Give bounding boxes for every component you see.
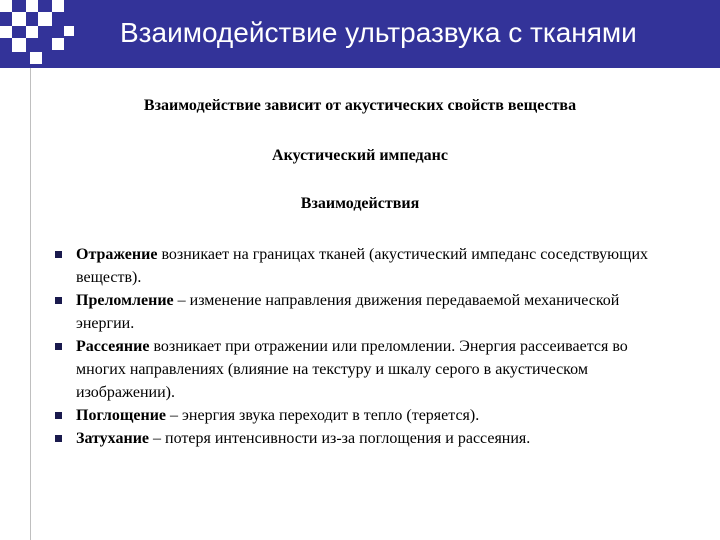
bullet-text: возникает при отражении или преломлении. Энергия рассеивается во многих направлениях (влияние на текстуру и шкалу серого в акустическом изображении). xyxy=(76,338,628,401)
bullet-text: – потеря интенсивности из-за поглощения и рассеяния. xyxy=(149,430,531,447)
title-bar xyxy=(0,0,720,68)
bullet-term: Преломление xyxy=(76,292,174,309)
bullet-text: возникает на границах тканей (акустический импеданс соседствующих веществ). xyxy=(76,246,649,286)
bullet-text: – энергия звука переходит в тепло (теряется). xyxy=(166,407,480,424)
square-bullet-icon xyxy=(55,343,62,350)
subtitle-line: Взаимодействие зависит от акустических свойств вещества xyxy=(143,97,577,114)
square-bullet-icon xyxy=(55,251,62,258)
bullet-term: Затухание xyxy=(76,430,150,447)
decorative-square xyxy=(0,0,12,12)
decorative-square xyxy=(0,26,12,38)
bullet-item xyxy=(55,243,675,289)
bullet-item xyxy=(55,404,675,427)
bullet-text: – изменение направления движения передаваемой механической энергии. xyxy=(76,292,620,332)
bullet-item xyxy=(55,427,675,450)
subtitle-line: Взаимодействия xyxy=(300,195,420,212)
bullet-term: Отражение xyxy=(76,246,158,263)
subtitle-line: Акустический импеданс xyxy=(272,147,448,164)
decorative-square xyxy=(64,26,74,36)
bullet-item xyxy=(55,289,675,335)
bullet-term: Поглощение xyxy=(76,407,167,424)
left-divider xyxy=(30,68,31,540)
square-bullet-icon xyxy=(55,435,62,442)
decorative-square xyxy=(52,0,64,12)
square-bullet-icon xyxy=(55,297,62,304)
bullet-term: Рассеяние xyxy=(76,338,150,355)
decorative-square xyxy=(12,38,26,52)
decorative-square xyxy=(30,52,42,64)
decorative-square xyxy=(38,12,52,26)
bullet-list xyxy=(55,243,675,450)
decorative-square xyxy=(26,0,38,12)
square-bullet-icon xyxy=(55,412,62,419)
decorative-square xyxy=(12,12,26,26)
decorative-square xyxy=(26,26,38,38)
slide-title: Взаимодействие ультразвука с тканями xyxy=(120,17,637,48)
bullet-item xyxy=(55,335,675,404)
decorative-square xyxy=(52,38,64,50)
